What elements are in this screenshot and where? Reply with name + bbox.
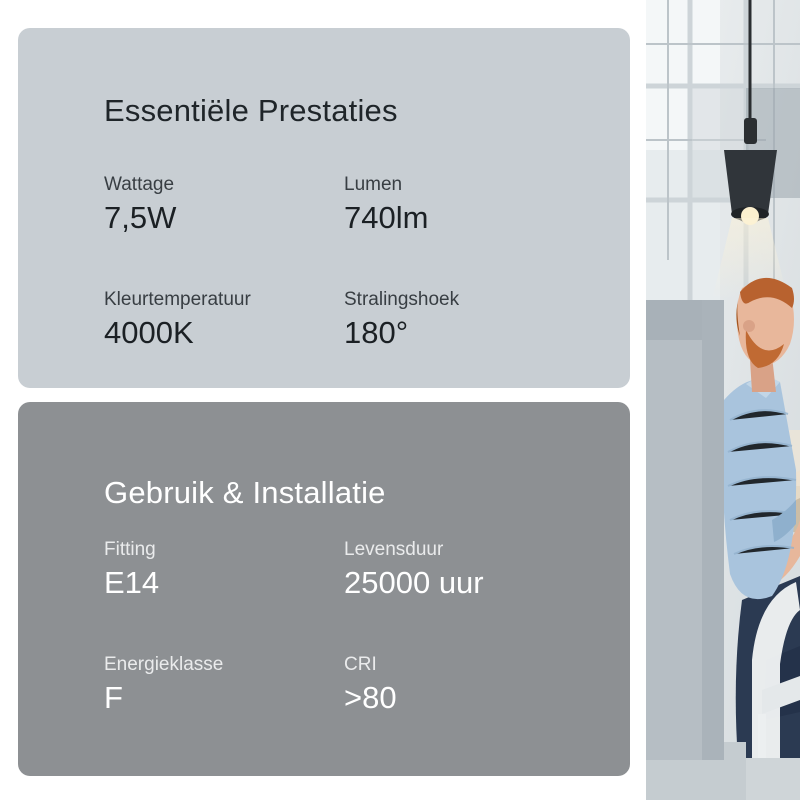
spec-item xyxy=(104,653,344,716)
spec-grid xyxy=(104,173,584,351)
spec-item xyxy=(344,538,584,601)
spec-item xyxy=(344,173,584,236)
spec-label: Fitting xyxy=(104,539,156,560)
photo-icon xyxy=(646,0,800,800)
spec-item xyxy=(344,288,584,351)
spec-grid xyxy=(104,538,584,716)
spec-value: >80 xyxy=(344,679,397,715)
spec-value: 180° xyxy=(344,314,409,350)
spec-label: Lumen xyxy=(344,174,403,195)
spec-value: 740lm xyxy=(344,199,429,235)
spec-label: Kleurtemperatuur xyxy=(104,288,251,310)
card-title: Gebruik & Installatie xyxy=(104,475,386,510)
card-essential-performance xyxy=(18,28,630,388)
spec-item xyxy=(104,288,344,351)
spec-label: Energieklasse xyxy=(104,653,224,675)
spec-value: F xyxy=(104,679,123,715)
card-title: Essentiële Prestaties xyxy=(104,93,398,128)
spec-cards-column xyxy=(18,28,630,776)
spec-label: Wattage xyxy=(104,174,175,195)
card-use-and-installation xyxy=(18,402,630,776)
spec-label: Levensduur xyxy=(344,539,444,560)
spec-value: 25000 uur xyxy=(344,564,484,600)
spec-label: Stralingshoek xyxy=(344,288,460,310)
spec-value: E14 xyxy=(104,564,160,600)
spec-item xyxy=(104,538,344,601)
spec-value: 4000K xyxy=(104,314,194,350)
spec-item xyxy=(104,173,344,236)
spec-value: 7,5W xyxy=(104,199,177,235)
product-lifestyle-photo xyxy=(646,0,800,800)
spec-item xyxy=(344,653,584,716)
spec-label: CRI xyxy=(344,653,377,675)
